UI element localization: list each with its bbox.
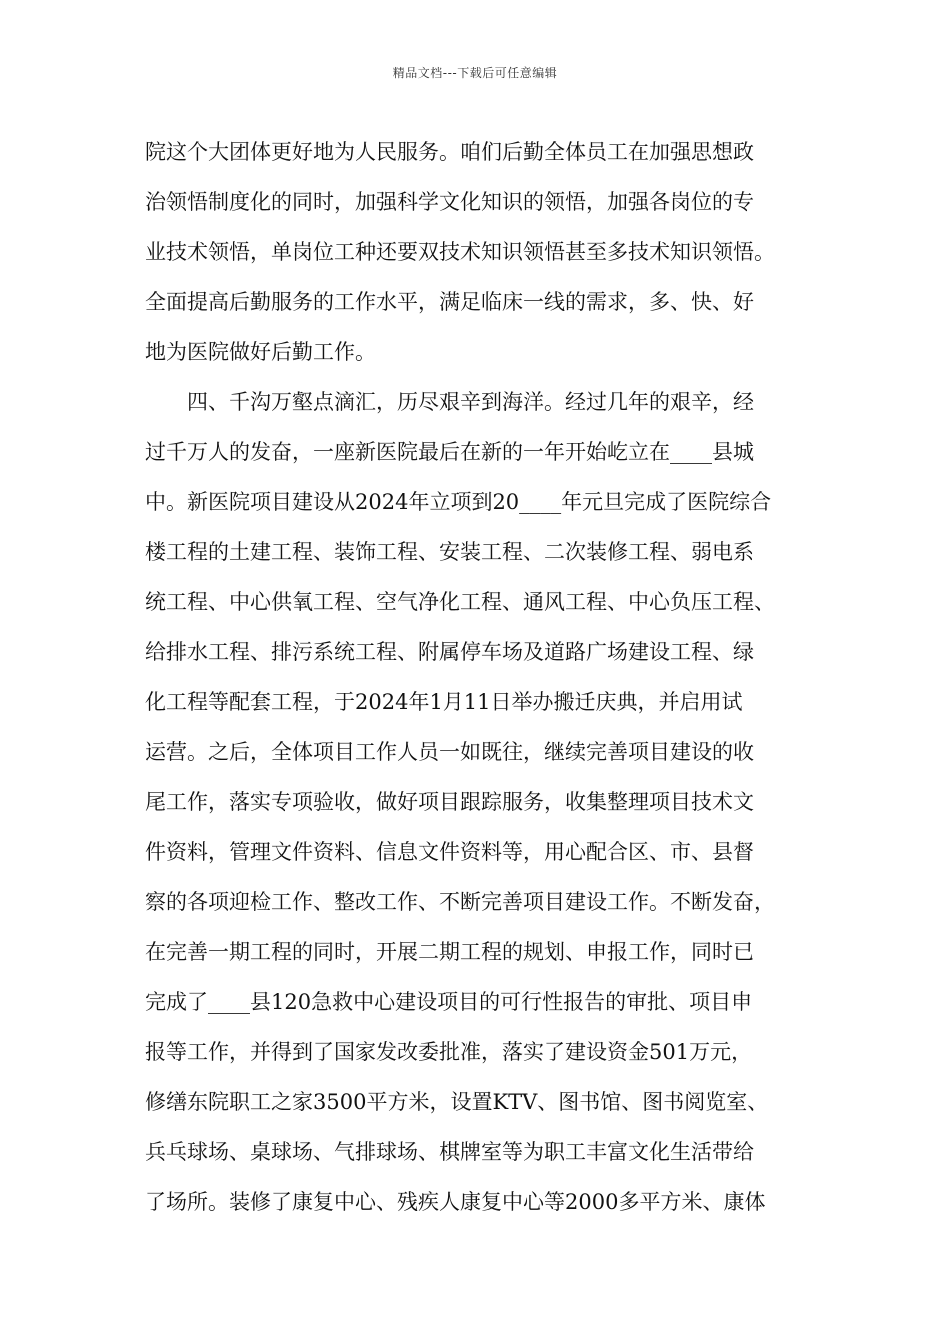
text-line: 中。新医院项目建设从2024年立项到20____年元旦完成了医院综合 <box>145 490 772 514</box>
text-line: 件资料，管理文件资料、信息文件资料等，用心配合区、市、县督 <box>145 840 754 864</box>
text-line: 在完善一期工程的同时，开展二期工程的规划、申报工作，同时已 <box>145 940 754 964</box>
text-line: 修缮东院职工之家3500平方米，设置KTV、图书馆、图书阅览室、 <box>145 1090 769 1114</box>
paragraph-2 <box>145 377 825 1227</box>
text-line: 兵乓球场、桌球场、气排球场、棋牌室等为职工丰富文化生活带给 <box>145 1140 754 1164</box>
page-header: 精品文档---下载后可任意编辑 <box>392 66 558 80</box>
text-line: 地为医院做好后勤工作。 <box>145 340 376 364</box>
text-line: 完成了____县120急救中心建设项目的可行性报告的审批、项目申 <box>145 990 753 1014</box>
text-line: 运营。之后，全体项目工作人员一如既往，继续完善项目建设的收 <box>145 740 754 764</box>
text-line: 楼工程的土建工程、装饰工程、安装工程、二次装修工程、弱电系 <box>145 540 754 564</box>
text-line: 给排水工程、排污系统工程、附属停车场及道路广场建设工程、绿 <box>145 640 754 664</box>
text-line: 化工程等配套工程，于2024年1月11日举办搬迁庆典，并启用试 <box>145 690 743 714</box>
text-line: 院这个大团体更好地为人民服务。咱们后勤全体员工在加强思想政 <box>145 140 754 164</box>
document-body <box>145 127 825 1227</box>
text-line: 尾工作，落实专项验收，做好项目跟踪服务，收集整理项目技术文 <box>145 790 754 814</box>
text-line: 全面提高后勤服务的工作水平，满足临床一线的需求，多、快、好 <box>145 290 754 314</box>
text-line: 过千万人的发奋，一座新医院最后在新的一年开始屹立在____县城 <box>145 440 754 464</box>
text-line: 察的各项迎检工作、整改工作、不断完善项目建设工作。不断发奋， <box>145 890 775 914</box>
text-line: 统工程、中心供氧工程、空气净化工程、通风工程、中心负压工程、 <box>145 590 775 614</box>
text-line: 业技术领悟，单岗位工种还要双技术知识领悟甚至多技术知识领悟。 <box>145 240 775 264</box>
paragraph-1 <box>145 127 825 377</box>
text-line: 了场所。装修了康复中心、残疾人康复中心等2000多平方米、康体 <box>145 1190 766 1214</box>
text-line: 四、千沟万壑点滴汇，历尽艰辛到海洋。经过几年的艰辛，经 <box>187 390 754 414</box>
text-line: 治领悟制度化的同时，加强科学文化知识的领悟，加强各岗位的专 <box>145 190 754 214</box>
text-line: 报等工作，并得到了国家发改委批准，落实了建设资金501万元， <box>145 1040 753 1064</box>
